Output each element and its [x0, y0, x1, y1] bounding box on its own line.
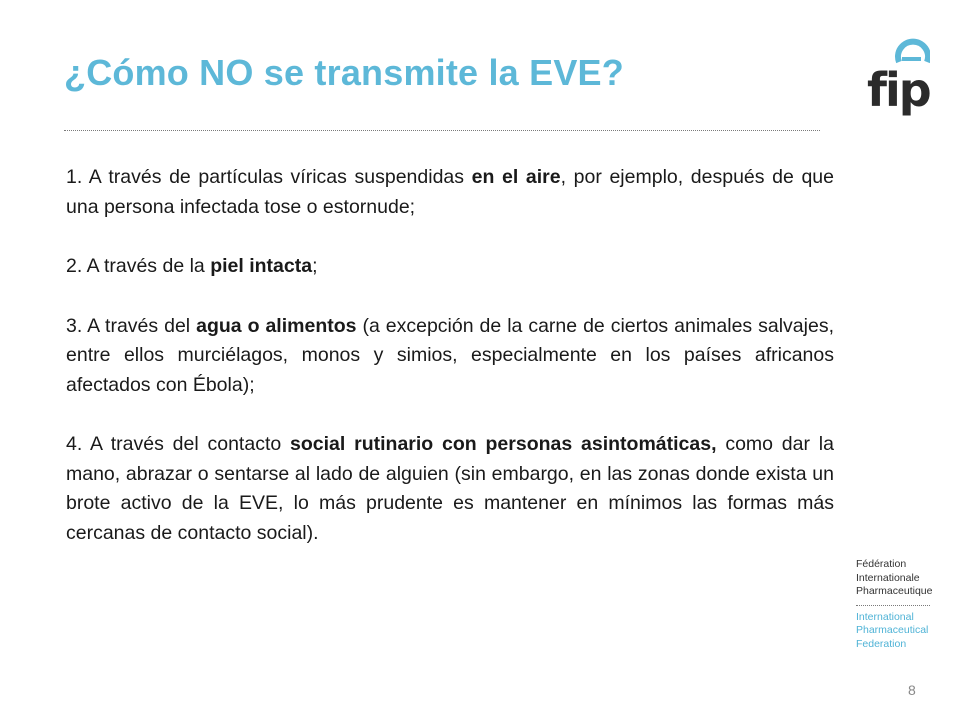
item-text: , por ejemplo, después de que una persona infectada tose o estornude;: [66, 166, 834, 218]
item-text: (a excepción de la carne de ciertos animales salvajes, entre ellos murciélagos, monos y simios, especialmente en los países africanos afectados con Ébola);: [66, 314, 834, 396]
list-item: [66, 163, 834, 222]
item-emphasis: piel intacta: [210, 255, 313, 277]
item-text: 2. A través de la: [66, 255, 211, 277]
title-divider: [64, 130, 820, 131]
item-text: 3. A través del: [66, 314, 197, 337]
list-item: [66, 430, 834, 548]
federation-line: Pharmaceutique: [856, 585, 933, 597]
federation-line: Federation: [856, 637, 907, 650]
item-emphasis: agua o alimentos: [196, 314, 357, 337]
item-emphasis: social rutinario con personas asintomáticas,: [290, 433, 717, 455]
federation-line: Fédération: [856, 558, 907, 570]
item-text: 1. A través de partículas víricas suspendidas: [66, 166, 472, 188]
federation-name: [856, 558, 936, 651]
federation-line: Internationale: [856, 571, 920, 584]
item-text: ;: [312, 255, 318, 277]
federation-name-english: [856, 611, 936, 652]
federation-name-french: [856, 558, 936, 599]
federation-line: International: [856, 610, 914, 623]
list-item: [66, 252, 834, 282]
slide-content: [66, 163, 834, 578]
slide-title: ¿Cómo NO se transmite la EVE?: [64, 52, 624, 93]
item-text: como dar la mano, abrazar o sentarse al lado de alguien (sin embargo, en las zonas donde exista un brote activo de la EVE, lo más prudente es mantener en mínimos las formas más cercanas de contacto social).: [66, 433, 834, 544]
fip-logo: [866, 36, 930, 120]
item-emphasis: en el aire: [471, 166, 561, 188]
page-number: 8: [908, 682, 916, 698]
fip-arc-icon: [866, 36, 930, 120]
item-text: 4. A través del contacto: [66, 433, 291, 455]
logo-wordmark: fip: [867, 63, 930, 117]
list-item: [66, 312, 834, 401]
federation-line: Pharmaceutical: [856, 624, 929, 636]
federation-divider: [856, 605, 930, 606]
